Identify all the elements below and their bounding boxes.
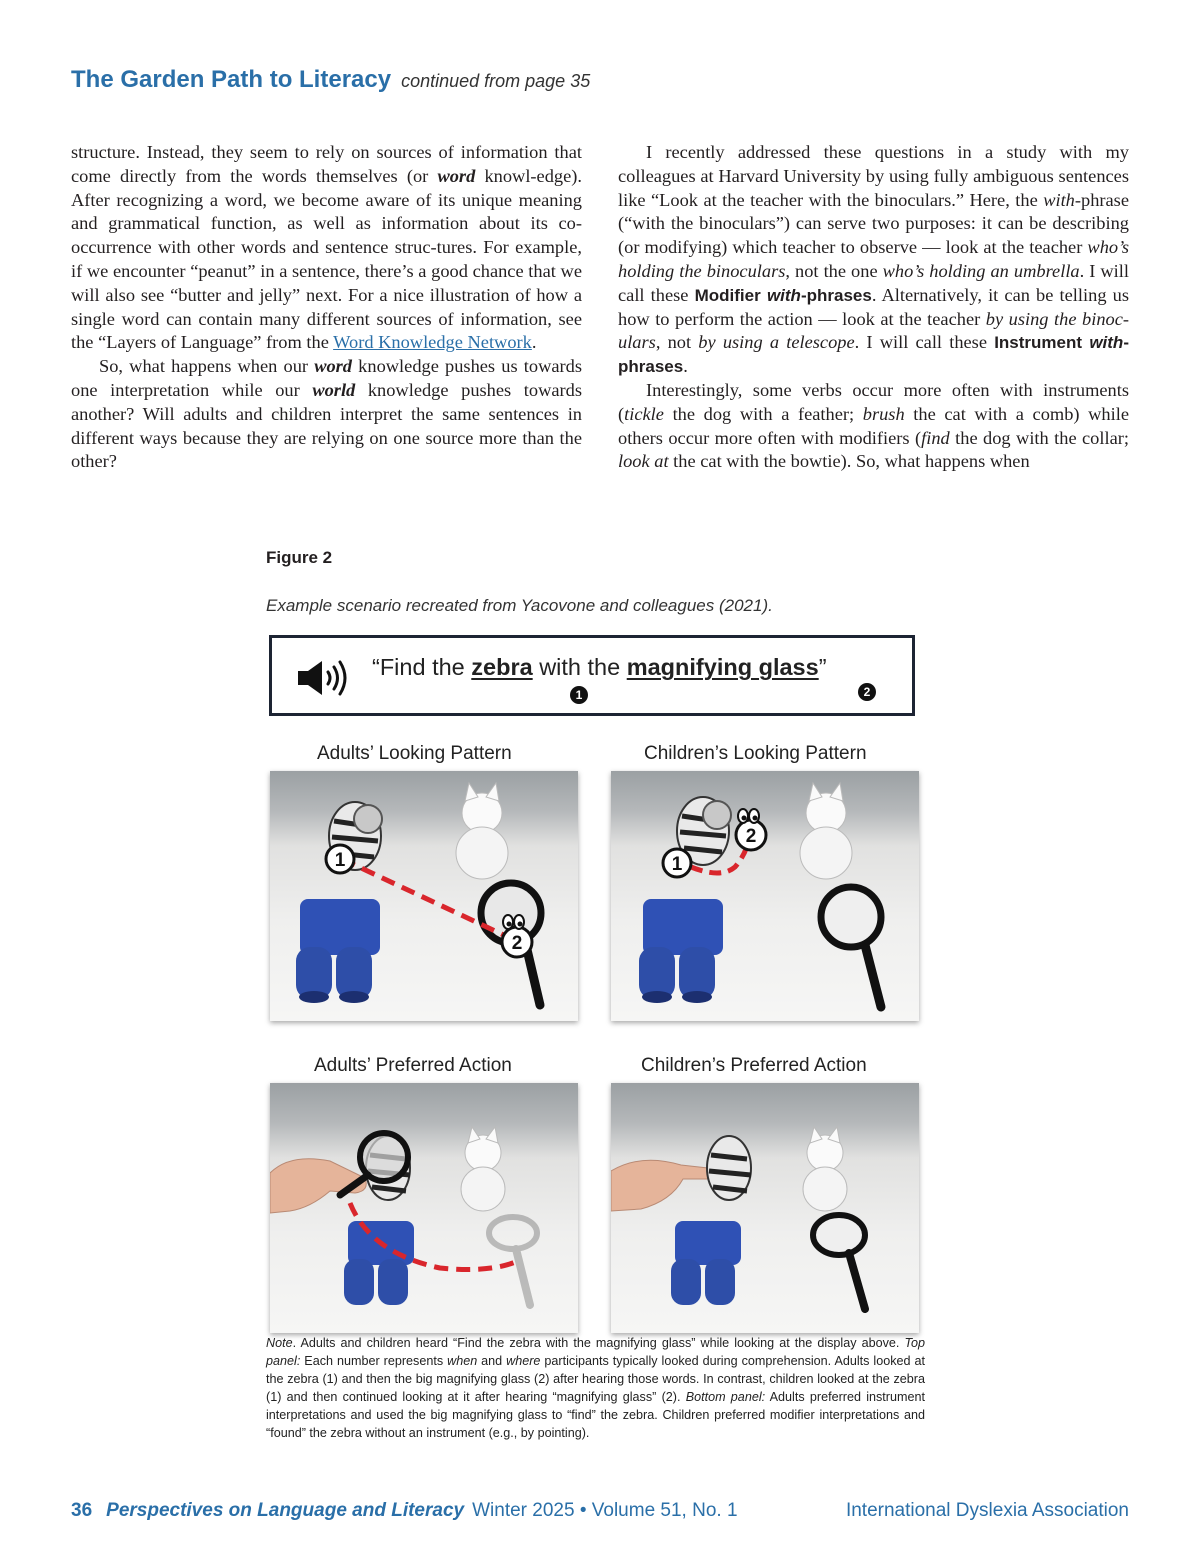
emphasis: with [1043,189,1075,210]
marker-2-label: 2 [745,826,757,847]
sentence-quote [372,654,827,681]
note-text: when [447,1354,478,1368]
sentence-box [269,635,915,716]
photo-children-action [611,1083,919,1333]
panel-title-adults-action: Adults’ Preferred Action [314,1055,512,1076]
page-number: 36 [71,1500,93,1521]
left-paragraph-1 [71,141,582,355]
scene-children-action [611,1083,919,1313]
text: , not the one [785,260,883,281]
binoculars-icon [296,899,380,1003]
figure-note [266,1334,925,1442]
text: knowledge pushes towards another? Will adults and children interpret the same sentences in different ways because they are relying on one source more than the other? [71,379,582,472]
photo-adults-looking [270,771,578,1021]
term: Instrument [994,333,1090,353]
text: . [683,356,688,377]
emphasis: world [312,379,356,400]
white-cat-toy-icon [456,783,508,879]
note-text: Each number represents [300,1354,448,1368]
term: with [766,285,801,305]
text: Interestingly, some verbs occur more often with instruments ( [618,379,1129,424]
emphasis: by using the binoc-ulars [618,308,1129,353]
right-paragraph-2 [618,379,1129,474]
text: . [531,332,537,353]
emphasis: tickle [624,403,664,424]
emphasis: find [921,427,950,448]
text: knowledge pushes us towards one interpretation while our [71,356,582,400]
photo-adults-action [270,1083,578,1333]
quote-text: “Find the [372,654,472,680]
note-text: . Adults and children heard “Find the zebra with the magnifying glass” while looking at the display above. [292,1336,905,1350]
text: . I will call these [618,260,1130,305]
right-column [618,141,1129,474]
marker-1-label: 1 [334,850,346,871]
text: , not [655,332,699,353]
text: -phrase (“with the binoculars”) can serve two purposes: it can be describing (or modifying) which teacher to observe — look at the teacher [618,189,1129,258]
quote-word-magnifying-glass: magnifying glass [626,654,819,680]
text: the dog with the collar; [949,427,1129,448]
panel-title-adults-looking: Adults’ Looking Pattern [317,743,512,764]
organization-name: International Dyslexia Association [845,1500,1129,1521]
white-cat-toy-icon [800,783,852,879]
marker-1-label: 1 [671,854,683,875]
term: Modifier [694,285,767,305]
issue-info: Winter 2025 • Volume 51, No. 1 [472,1500,738,1521]
text: knowl-edge). After recognizing a word, we become aware of its unique meaning and grammatical function, as well as information about its co-occurrence with other words and sentence struc-tures. For example, if we encounter “peanut” in a sentence, there’s a good chance that we will also see “butter and jelly” next. For a nice illustration of how a single word can contain many different sources of information, see the “Layers of Language” from the [71,165,582,353]
quote-word-zebra: zebra [471,654,533,680]
article-title: The Garden Path to Literacy [71,66,392,93]
emphasis: brush [862,403,905,424]
quote-text: ” [818,654,827,680]
term: -phrases [618,333,1129,377]
note-text: Top panel: [266,1336,925,1368]
running-header [71,66,590,94]
binoculars-icon [639,899,723,1003]
photo-children-looking [611,771,919,1021]
text: the dog with a feather; [663,403,863,424]
big-magnifying-glass-icon [813,1215,865,1309]
small-magnifier-icon [354,805,382,833]
note-text: where [506,1354,541,1368]
figure-label: Figure 2 [266,548,333,567]
note-text: participants typically looked during comprehension. Adults looked at the zebra (1) and then the big magnifying glass (2) after hearing those words. In contrast, children looked at the zebra (1) and then continued looking at it after hearing “magnifying glass” (2). [266,1354,925,1404]
word-knowledge-network-link[interactable]: Word Knowledge Network [333,332,532,353]
binoculars-icon [344,1221,414,1305]
journal-name: Perspectives on Language and Literacy [106,1500,465,1521]
big-magnifying-glass-icon [821,887,881,1007]
panel-title-children-action: Children’s Preferred Action [641,1055,867,1076]
text: . I will call these [854,332,995,353]
text: the cat with the bowtie). So, what happens when [668,451,1030,472]
continued-note: continued from page 35 [401,71,591,91]
note-text: Note [266,1336,293,1350]
marker-2-label: 2 [511,933,523,954]
number-badge-1: 1 [570,686,588,704]
text: So, what happens when our [99,356,315,377]
note-text: Bottom panel: [685,1390,766,1404]
number-badge-2: 2 [858,683,876,701]
left-paragraph-2 [71,355,582,474]
page-footer [71,1500,1129,1522]
speaker-icon [296,658,352,698]
term: with [1089,333,1124,353]
panel-title-children-looking: Children’s Looking Pattern [644,743,867,764]
emphasis: word [437,165,476,186]
emphasis: look at [618,451,669,472]
emphasis: who’s holding an umbrella [882,260,1080,281]
small-magnifier-icon [703,801,731,829]
text: the cat with a comb) while others occur more often with modifiers ( [618,403,1129,448]
emphasis: word [314,356,353,377]
text: . Alternatively, it can be telling us how to perform the action — look at the teacher [618,284,1129,329]
scene-adults-action [270,1083,578,1313]
scene-adults-looking [270,771,578,1021]
right-paragraph-1 [618,141,1129,379]
left-column [71,141,582,474]
note-text: and [477,1354,507,1368]
pointing-hand-icon [611,1160,720,1211]
text: structure. Instead, they seem to rely on sources of information that come directly from the words themselves (or [71,142,582,186]
emphasis: who’s holding the binoculars [618,237,1129,281]
emphasis: by using a telescope [698,332,855,353]
term: -phrases [800,285,872,305]
binoculars-icon [671,1221,741,1305]
figure-caption: Example scenario recreated from Yacovone and colleagues (2021). [266,596,773,615]
quote-text: with the [532,654,627,680]
white-cat-toy-icon [803,1127,847,1211]
note-text: Adults preferred instrument interpretations and used the big magnifying glass to “find” the zebra. Children preferred modifier interpretations and “found” the zebra without an instrument (e.g., by pointing). [266,1390,925,1440]
zebra-toy-icon [707,1136,751,1200]
text: I recently addressed these questions in a study with my colleagues at Harvard University by using fully ambiguous sentences like “Look at the teacher with the binoculars.” Here, the [618,142,1129,210]
scene-children-looking [611,771,919,1021]
white-cat-toy-icon [461,1127,505,1211]
